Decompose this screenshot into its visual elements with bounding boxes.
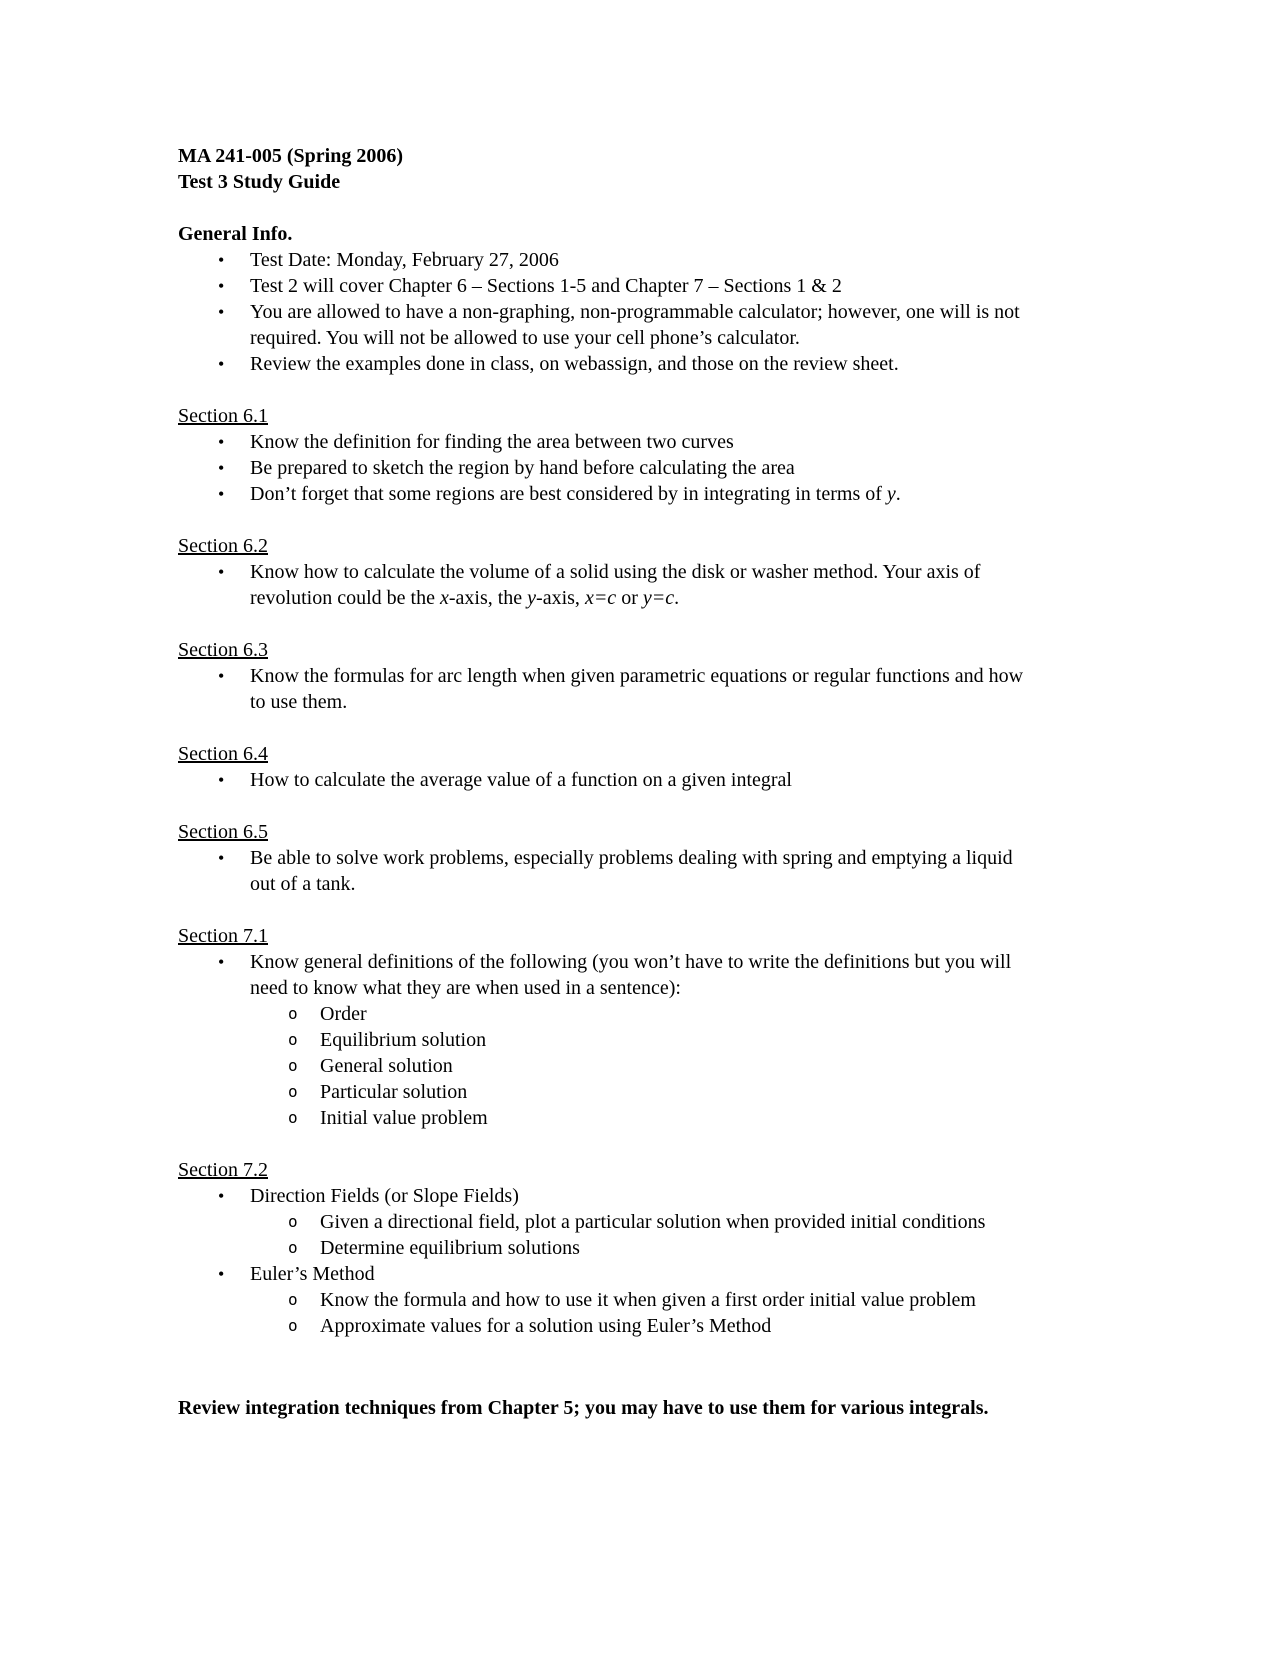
bullet-text: Know general definitions of the following (you won’t have to write the definitions but you will need to know what they are when used in a sentence): (250, 951, 1012, 999)
document-subtitle: Test 3 Study Guide (178, 171, 341, 193)
bullet-text: Euler’s Method (250, 1263, 375, 1285)
bullet-text: Review the examples done in class, on webassign, and those on the review sheet. (250, 353, 899, 375)
bullet-marker: • (218, 666, 225, 686)
section (178, 221, 1035, 377)
bullet-text: Test Date: Monday, February 27, 2006 (250, 249, 559, 271)
section-heading: Section 7.2 (178, 1159, 268, 1181)
bullet-text: Know the definition for finding the area between two curves (250, 431, 734, 453)
circle-marker: o (288, 1004, 298, 1023)
bullet-item (178, 1261, 1035, 1287)
bullet-marker: • (218, 276, 225, 296)
bullet-item (178, 559, 1035, 611)
sub-bullet-item (178, 1313, 1035, 1339)
bullet-item (178, 273, 1035, 299)
section-heading: Section 6.5 (178, 821, 268, 843)
bullet-item (178, 429, 1035, 455)
bullet-text: Test 2 will cover Chapter 6 – Sections 1-5 and Chapter 7 – Sections 1 & 2 (250, 275, 842, 297)
bullet-marker: • (218, 1186, 225, 1206)
bullet-marker: • (218, 484, 225, 504)
bullet-item (178, 455, 1035, 481)
section (178, 1157, 1035, 1339)
section (178, 533, 1035, 611)
circle-marker: o (288, 1056, 298, 1075)
sub-bullet-item (178, 1079, 1035, 1105)
bullet-item (178, 767, 1035, 793)
bullet-item (178, 1183, 1035, 1209)
math-variable: y=c (642, 587, 675, 609)
bullet-text: Direction Fields (or Slope Fields) (250, 1185, 519, 1207)
bullet-item (178, 481, 1035, 507)
section-heading: General Info. (178, 223, 293, 245)
circle-marker: o (288, 1212, 298, 1231)
bullet-text: You are allowed to have a non-graphing, non-programmable calculator; however, one will is not required. You will not be allowed to use your cell phone’s calculator. (250, 301, 1020, 349)
circle-marker: o (288, 1290, 298, 1309)
sub-bullet-item (178, 1209, 1035, 1235)
bullet-text: Know how to calculate the volume of a solid using the disk or washer method. Your axis of revolution could be the x-axis, the y-axis, x=c or y=c. (250, 561, 981, 609)
sub-bullet-text: Determine equilibrium solutions (320, 1237, 580, 1259)
circle-marker: o (288, 1238, 298, 1257)
circle-marker: o (288, 1108, 298, 1127)
circle-marker: o (288, 1030, 298, 1049)
math-variable: x=c (584, 587, 617, 609)
section-heading: Section 6.1 (178, 405, 268, 427)
section (178, 741, 1035, 793)
bullet-text: Know the formulas for arc length when given parametric equations or regular functions and how to use them. (250, 665, 1024, 713)
sub-bullet-item (178, 1027, 1035, 1053)
bullet-item (178, 663, 1035, 715)
sub-bullet-text: Initial value problem (320, 1107, 488, 1129)
bullet-marker: • (218, 770, 225, 790)
bullet-item (178, 949, 1035, 1001)
bullet-item (178, 351, 1035, 377)
bullet-marker: • (218, 1264, 225, 1284)
sub-bullet-text: Approximate values for a solution using Euler’s Method (320, 1315, 772, 1337)
bullet-marker: • (218, 250, 225, 270)
sub-bullet-item (178, 1001, 1035, 1027)
sub-bullet-item (178, 1235, 1035, 1261)
bullet-item (178, 845, 1035, 897)
section-heading: Section 7.1 (178, 925, 268, 947)
bullet-text: Be able to solve work problems, especially problems dealing with spring and emptying a liquid out of a tank. (250, 847, 1013, 895)
bullet-item (178, 299, 1035, 351)
sub-bullet-text: Given a directional field, plot a particular solution when provided initial conditions (320, 1211, 986, 1233)
circle-marker: o (288, 1082, 298, 1101)
section (178, 637, 1035, 715)
bullet-marker: • (218, 458, 225, 478)
sub-bullet-item (178, 1053, 1035, 1079)
sections-container (178, 221, 1035, 1339)
section-heading: Section 6.4 (178, 743, 268, 765)
bullet-marker: • (218, 848, 225, 868)
sub-bullet-item (178, 1287, 1035, 1313)
bullet-marker: • (218, 354, 225, 374)
footer-note: Review integration techniques from Chapter 5; you may have to use them for various integrals. (178, 1397, 989, 1419)
sub-bullet-text: Equilibrium solution (320, 1029, 487, 1051)
course-title: MA 241-005 (Spring 2006) (178, 145, 403, 167)
bullet-text: Be prepared to sketch the region by hand before calculating the area (250, 457, 795, 479)
bullet-marker: • (218, 302, 225, 322)
section (178, 403, 1035, 507)
sub-bullet-item (178, 1105, 1035, 1131)
section (178, 819, 1035, 897)
title-block (178, 143, 1035, 195)
math-variable: y (886, 483, 896, 505)
sub-bullet-text: General solution (320, 1055, 453, 1077)
bullet-item (178, 247, 1035, 273)
bullet-marker: • (218, 432, 225, 452)
sub-bullet-text: Know the formula and how to use it when given a first order initial value problem (320, 1289, 976, 1311)
math-variable: y (527, 587, 537, 609)
bullet-marker: • (218, 952, 225, 972)
bullet-marker: • (218, 562, 225, 582)
bullet-text: Don’t forget that some regions are best considered by in integrating in terms of y. (250, 483, 901, 505)
math-variable: x (439, 587, 449, 609)
section-heading: Section 6.2 (178, 535, 268, 557)
sub-bullet-text: Order (320, 1003, 367, 1025)
circle-marker: o (288, 1316, 298, 1335)
section (178, 923, 1035, 1131)
bullet-text: How to calculate the average value of a function on a given integral (250, 769, 792, 791)
section-heading: Section 6.3 (178, 639, 268, 661)
sub-bullet-text: Particular solution (320, 1081, 468, 1103)
